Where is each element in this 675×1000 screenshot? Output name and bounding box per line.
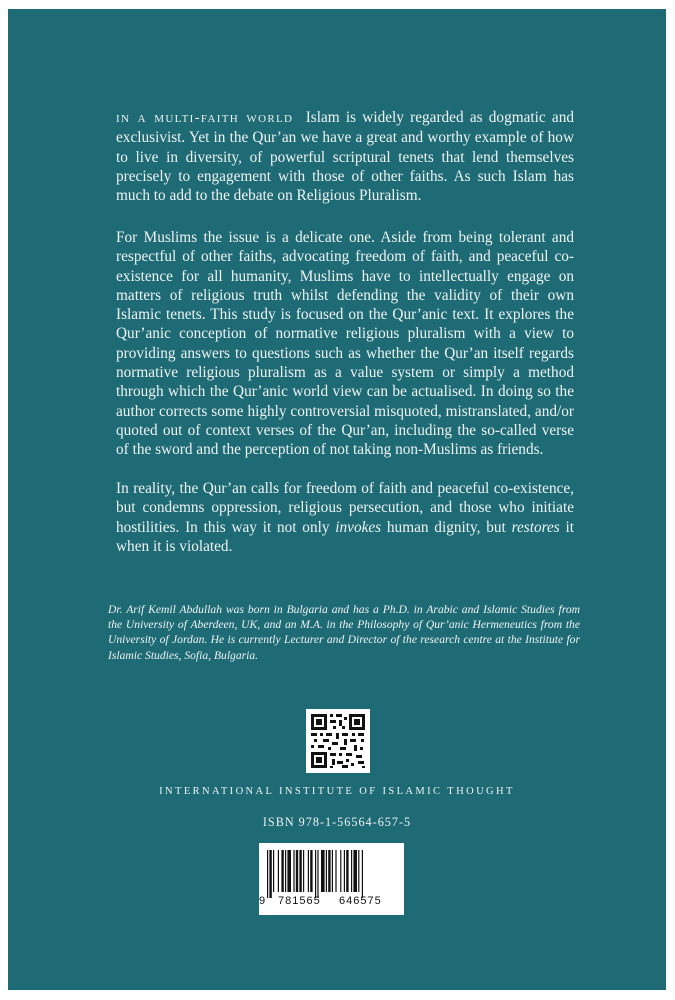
barcode-left-group: 781565 <box>278 895 321 907</box>
conclusion-text-2: human dignity, but <box>381 518 512 536</box>
intro-paragraph <box>116 108 574 205</box>
barcode-bars-icon <box>267 850 396 898</box>
back-cover <box>8 9 666 990</box>
barcode <box>259 843 404 915</box>
conclusion-emphasis-invokes: invokes <box>335 518 382 536</box>
conclusion-paragraph <box>116 479 574 556</box>
qr-code <box>306 709 370 773</box>
conclusion-text-3: it when it is violated. <box>116 518 575 555</box>
publisher-name: INTERNATIONAL INSTITUTE OF ISLAMIC THOUGHT <box>159 786 515 797</box>
barcode-right-group: 646575 <box>339 895 382 907</box>
barcode-first-digit: 9 <box>259 895 267 907</box>
qr-code-icon <box>306 709 370 773</box>
author-bio: Dr. Arif Kemil Abdullah was born in Bulgaria and has a Ph.D. in Arabic and Islamic Studies from the University of Aberdeen, UK, and an M.A. in the Philosophy of Qur’anic Hermeneutics from the University of Jordan. He is currently Lecturer and Director of the research centre at the Institute for Islamic Studies, Sofia, Bulgaria. <box>108 603 580 662</box>
intro-smallcaps-lead: in a multi-faith world <box>116 110 294 126</box>
conclusion-text-1: In reality, the Qur’an calls for freedom of faith and peaceful co-existence, but condemns oppression, religious persecution, and those who initiate hostilities. In this way it not only <box>116 480 574 536</box>
body-paragraph: For Muslims the issue is a delicate one. Aside from being tolerant and respectful of other faiths, advocating freedom of faith, and peaceful co-existence for all humanity, Muslims have to intellectually engage on matters of religious truth whilst defending the validity of their own Islamic tenets. This study is focused on the Qur’anic text. It explores the Qur’anic conception of normative religious pluralism with a view to providing answers to questions such as whether the Qur’an itself regards normative religious pluralism as a value system or simply a method through which the Qur’anic world view can be actualised. In doing so the author corrects some highly controversial misquoted, mistranslated, and/or quoted out of context verses of the Qur’an, including the so-called verse of the sword and the perception of not taking non-Muslims as friends. <box>116 229 574 459</box>
intro-paragraph-text: Islam is widely regarded as dogmatic and exclusivist. Yet in the Qur’an we have a great and worthy example of how to live in diversity, of powerful scriptural tenets that lend themselves precisely to engagement with those of other faiths. As such Islam has much to add to the debate on Religious Pluralism. <box>116 109 574 205</box>
conclusion-emphasis-restores: restores <box>511 518 560 536</box>
isbn-number: ISBN 978-1-56564-657-5 <box>262 815 412 829</box>
